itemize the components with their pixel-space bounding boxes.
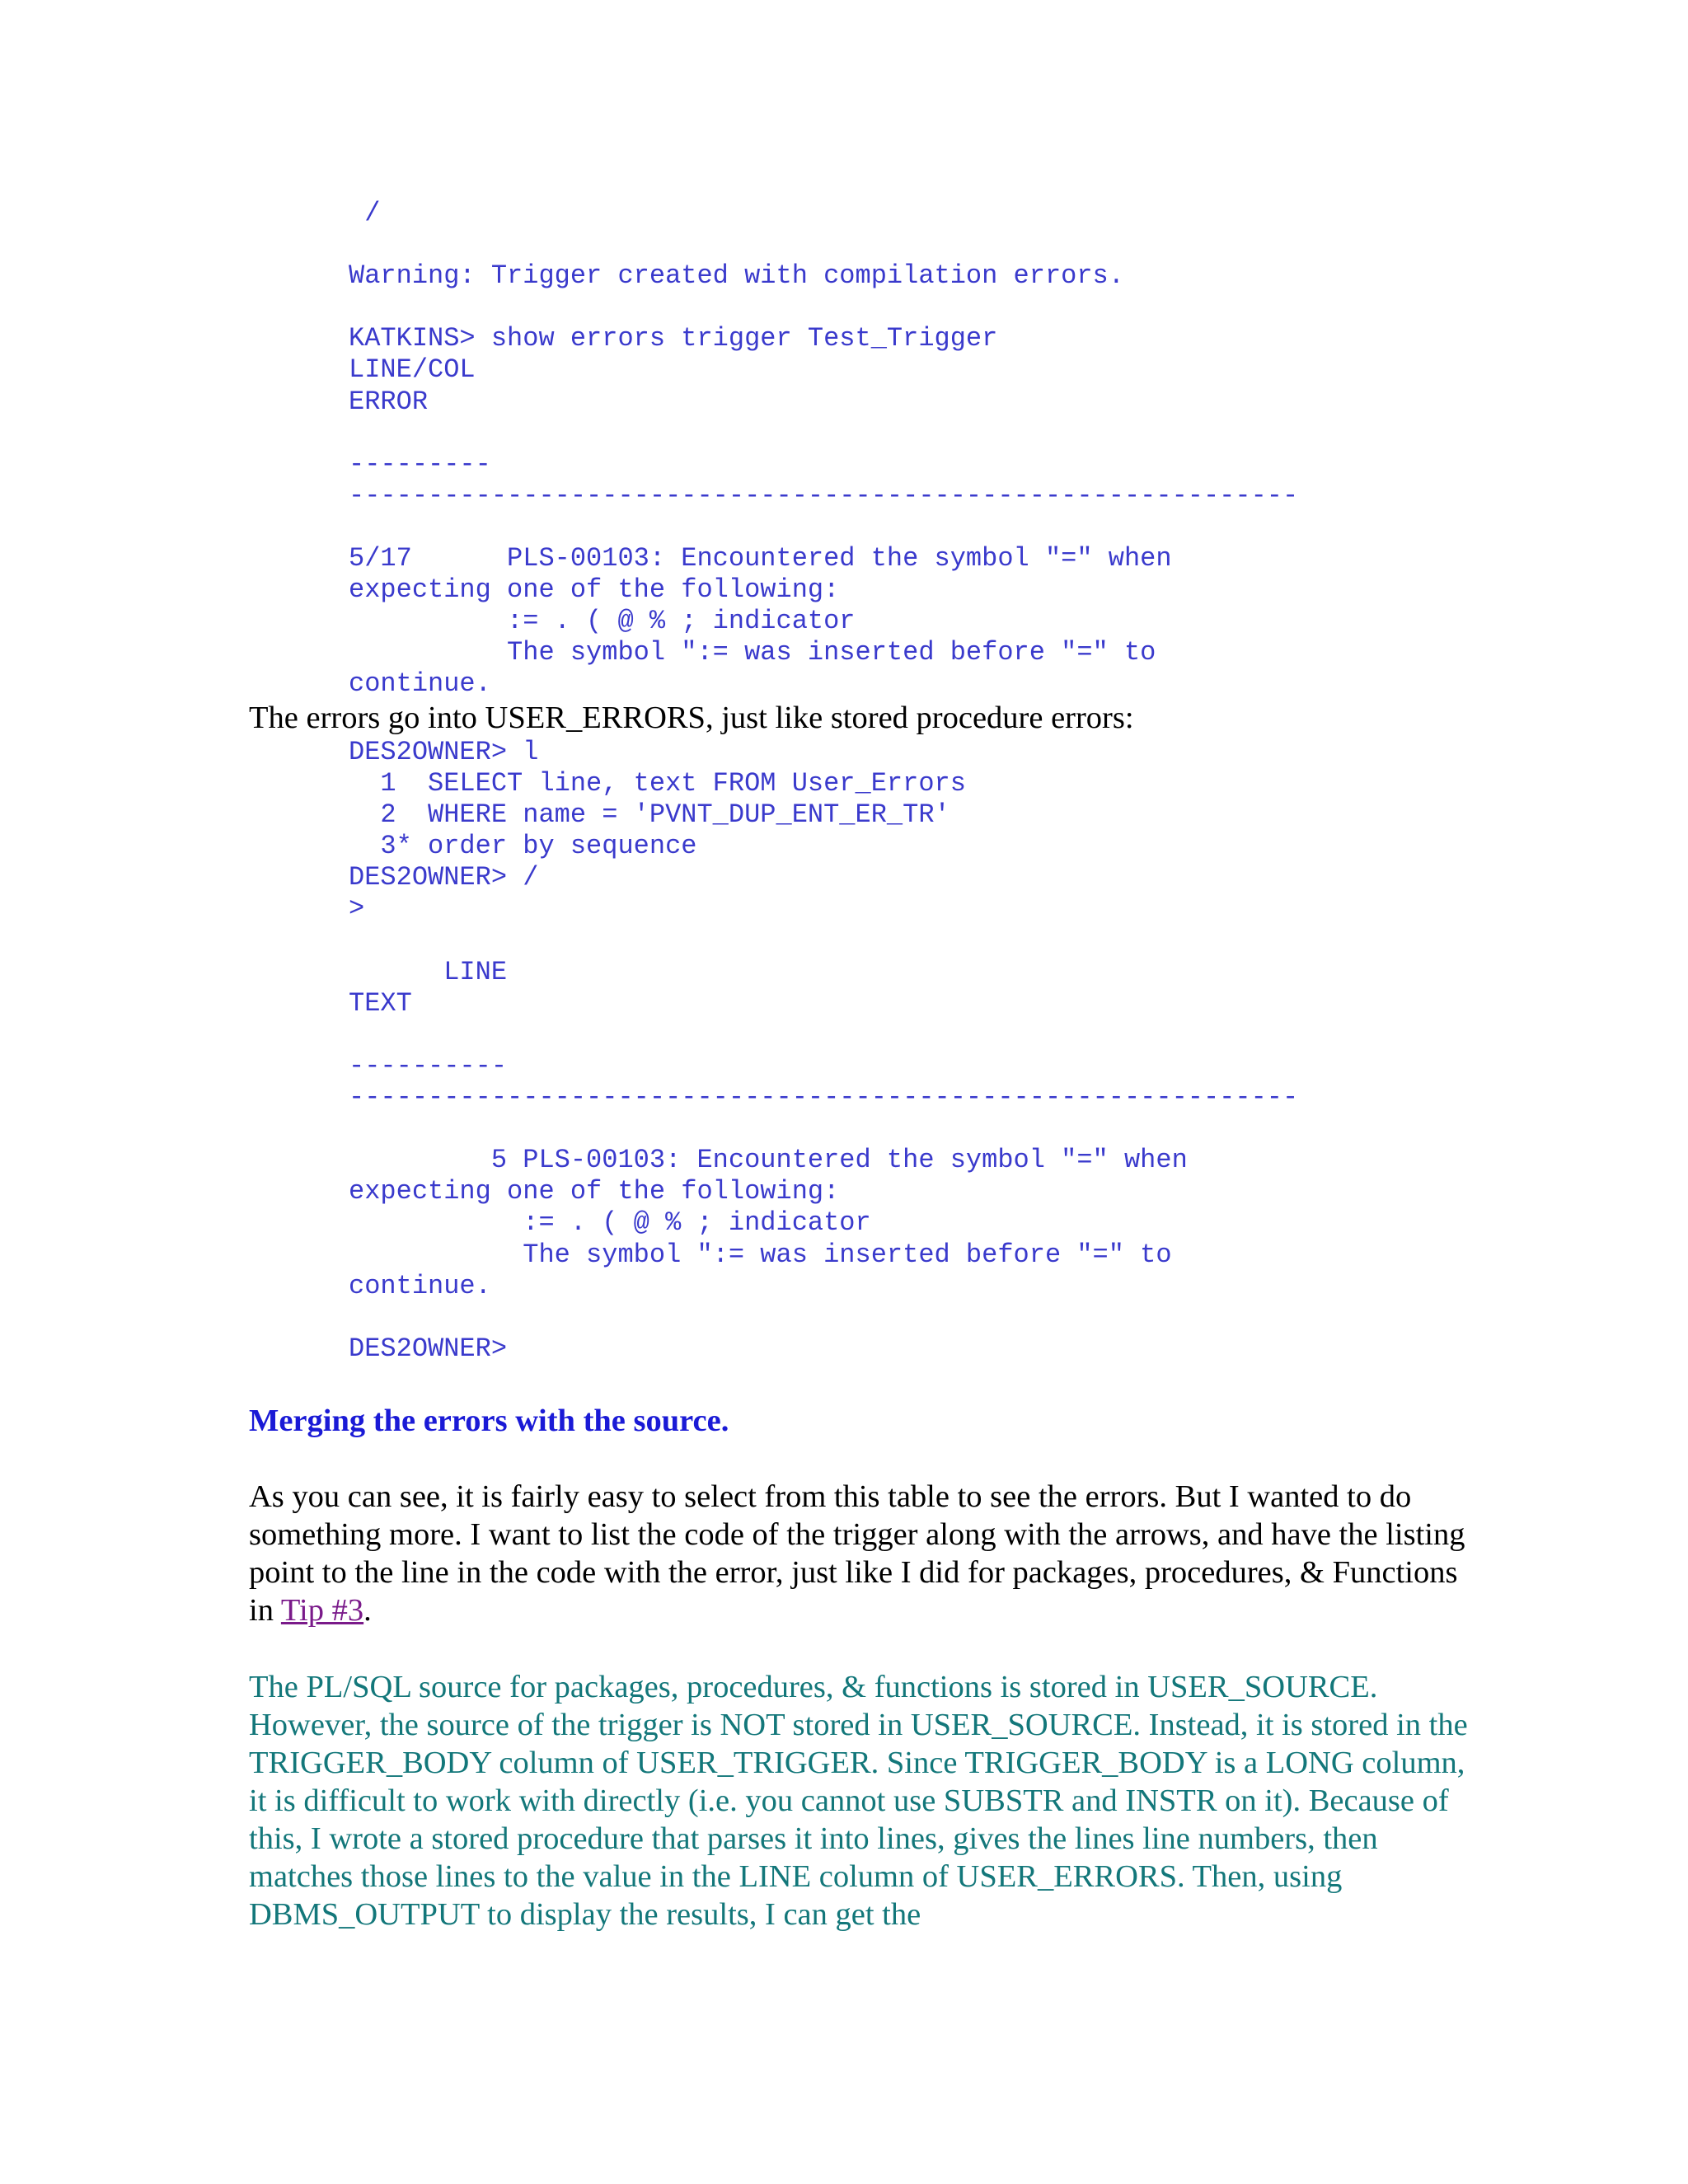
- paragraph-merging: [249, 1478, 1469, 1629]
- code-line: The symbol ":= was inserted before "=" to: [349, 1239, 1172, 1270]
- code-line: := . ( @ % ; indicator: [349, 606, 856, 637]
- code-line: := . ( @ % ; indicator: [349, 1207, 871, 1239]
- code-line: 2 WHERE name = 'PVNT_DUP_ENT_ER_TR': [349, 799, 950, 831]
- intro-line: The errors go into USER_ERRORS, just like stored procedure errors:: [249, 701, 1134, 735]
- code-line: expecting one of the following:: [349, 574, 840, 606]
- code-line: DES2OWNER> /: [349, 862, 539, 893]
- code-line: [349, 1113, 1298, 1145]
- code-line: The symbol ":= was inserted before "=" to: [349, 637, 1156, 668]
- code-line: ------------------------------------------------------------: [349, 480, 1299, 511]
- code-line: expecting one of the following:: [349, 1176, 840, 1207]
- code-line: 5 PLS-00103: Encountered the symbol "=" when: [349, 1145, 1188, 1176]
- code-line: ---------: [349, 448, 491, 480]
- code-block-user-errors: [349, 737, 1298, 1365]
- section-heading: Merging the errors with the source.: [249, 1404, 729, 1438]
- code-line: continue.: [349, 668, 491, 700]
- code-line: Warning: Trigger created with compilation errors.: [349, 260, 1124, 292]
- code-line: TEXT: [349, 987, 412, 1019]
- code-line: DES2OWNER> l: [349, 737, 539, 767]
- code-line: ------------------------------------------------------------: [349, 1082, 1299, 1113]
- code-line: [349, 926, 1298, 957]
- paragraph-text: As you can see, it is fairly easy to select from this table to see the errors. But I wanted to do something more. I want to list the code of the trigger along with the arrows, and have the listing point to the line in the code with the error, just like I did for packages, procedures, & Functions in: [249, 1479, 1465, 1628]
- code-line: [349, 229, 1298, 260]
- code-line: [349, 292, 1298, 323]
- code-line: [349, 512, 1298, 543]
- code-line: LINE/COL: [349, 354, 476, 386]
- code-block-show-errors: [349, 198, 1298, 701]
- code-line: [349, 1019, 1298, 1051]
- code-line: 1 SELECT line, text FROM User_Errors: [349, 768, 966, 799]
- code-line: >: [349, 893, 365, 925]
- paragraph-trigger-source: The PL/SQL source for packages, procedures, & functions is stored in USER_SOURCE. However, the source of the trigger is NOT stored in USER_SOURCE. Instead, it is stored in the TRIGGER_BODY column of USER_TRIGGER. Since TRIGGER_BODY is a LONG column, it is difficult to work with directly (i.e. you cannot use SUBSTR and INSTR on it). Because of this, I wrote a stored procedure that parses it into lines, gives the lines line numbers, then matches those lines to the value in the LINE column of USER_ERRORS. Then, using DBMS_OUTPUT to display the results, I can get the: [249, 1670, 1468, 1932]
- code-line: DES2OWNER>: [349, 1333, 508, 1364]
- code-line: ERROR: [349, 386, 429, 417]
- code-line: 5/17 PLS-00103: Encountered the symbol "=" when: [349, 543, 1172, 574]
- code-line: KATKINS> show errors trigger Test_Trigger: [349, 323, 998, 354]
- tip-3-link[interactable]: Tip #3: [280, 1593, 364, 1628]
- code-line: LINE: [349, 956, 508, 987]
- code-line: ----------: [349, 1050, 508, 1081]
- code-line: 3* order by sequence: [349, 831, 697, 862]
- code-line: continue.: [349, 1270, 491, 1301]
- paragraph-text-end: .: [363, 1593, 372, 1628]
- code-line: [349, 1302, 1298, 1333]
- code-line: /: [349, 198, 381, 228]
- code-line: [349, 418, 1298, 449]
